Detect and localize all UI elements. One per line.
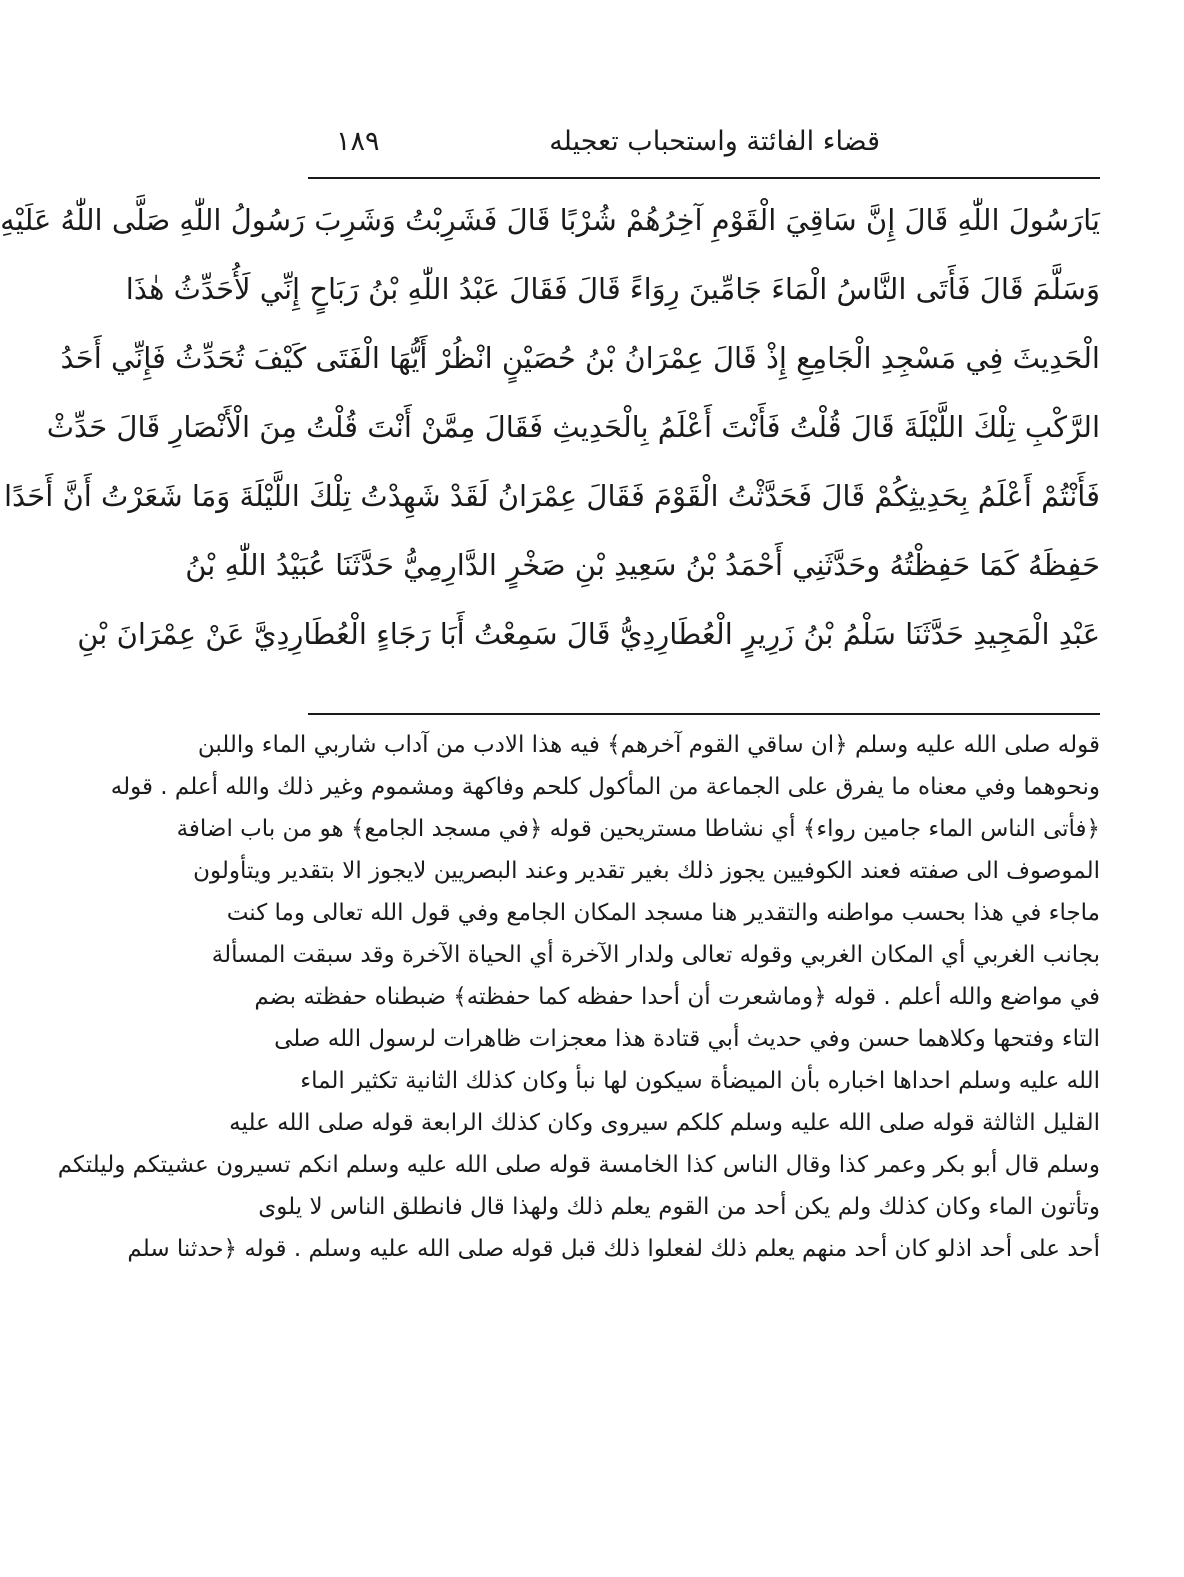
- commentary-line: بجانب الغربي أي المكان الغربي وقوله تعالى ولدار الآخرة أي الحياة الآخرة وقد سبقت المسألة: [211, 942, 1100, 968]
- commentary-line: في مواضع والله أعلم . قوله ﴿وماشعرت أن أحدا حفظه كما حفظته﴾ ضبطناه حفظته بضم: [254, 984, 1100, 1010]
- commentary-line: وسلم قال أبو بكر وعمر كذا وقال الناس كذا الخامسة قوله صلى الله عليه وسلم انكم تسيرون عشيتكم وليلتكم: [57, 1152, 1100, 1178]
- hadith-line: يَارَسُولَ اللّٰهِ قَالَ إِنَّ سَاقِيَ الْقَوْمِ آخِرُهُمْ شُرْبًا قَالَ فَشَرِبْتُ وَشَرِبَ رَسُولُ اللّٰهِ صَلَّى اللّٰهُ عَلَيْهِ: [0, 203, 1100, 237]
- commentary-line: الله عليه وسلم احداها اخباره بأن الميضأة سيكون لها نبأ وكان كذلك الثانية تكثير الماء: [300, 1068, 1100, 1094]
- running-title: قضاء الفائتة واستحباب تعجيله: [549, 126, 880, 157]
- page-number: ١٨٩: [336, 126, 380, 157]
- hadith-line: الرَّكْبِ تِلْكَ اللَّيْلَةَ قَالَ قُلْتُ فَأَنْتَ أَعْلَمُ بِالْحَدِيثِ فَقَالَ مِمَّنْ أَنْتَ قُلْتُ مِنَ الْأَنْصَارِ قَالَ حَدِّثْ: [46, 410, 1100, 444]
- hadith-line: عَبْدِ الْمَجِيدِ حَدَّثَنَا سَلْمُ بْنُ زَرِيرٍ الْعُطَارِدِيُّ قَالَ سَمِعْتُ أَبَا رَجَاءٍ الْعُطَارِدِيَّ عَنْ عِمْرَانَ بْنِ: [77, 617, 1100, 651]
- commentary-line: ماجاء في هذا بحسب مواطنه والتقدير هنا مسجد المكان الجامع وفي قول الله تعالى وما كنت: [226, 900, 1100, 926]
- hadith-line: الْحَدِيثَ فِي مَسْجِدِ الْجَامِعِ إِذْ قَالَ عِمْرَانُ بْنُ حُصَيْنٍ انْظُرْ أَيُّهَا الْفَتَى كَيْفَ تُحَدِّثُ فَإِنِّي أَحَدُ: [60, 341, 1100, 375]
- commentary-line: التاء وفتحها وكلاهما حسن وفي حديث أبي قتادة هذا معجزات ظاهرات لرسول الله صلى: [274, 1026, 1100, 1052]
- commentary-text: [57, 724, 1100, 1270]
- commentary-line: ونحوهما وفي معناه ما يفرق على الجماعة من المأكول كلحم وفاكهة ومشموم وغير ذلك والله أعلم . قوله: [110, 774, 1100, 800]
- commentary-divider: [308, 713, 1100, 715]
- commentary-line: الموصوف الى صفته فعند الكوفيين يجوز ذلك بغير تقدير وعند البصريين لايجوز الا بتقدير ويتأولون: [193, 858, 1100, 884]
- commentary-line: قوله صلى الله عليه وسلم ﴿ان ساقي القوم آخرهم﴾ فيه هذا الادب من آداب شاربي الماء واللبن: [197, 732, 1100, 758]
- commentary-line: وتأتون الماء وكان كذلك ولم يكن أحد من القوم يعلم ذلك ولهذا قال فانطلق الناس لا يلوى: [258, 1194, 1100, 1220]
- commentary-line: القليل الثالثة قوله صلى الله عليه وسلم كلكم سيروى وكان كذلك الرابعة قوله صلى الله عليه: [229, 1110, 1100, 1136]
- header-divider: [308, 177, 1100, 179]
- commentary-line: ﴿فأتى الناس الماء جامين رواء﴾ أي نشاطا مستريحين قوله ﴿في مسجد الجامع﴾ هو من باب اضافة: [176, 816, 1100, 842]
- hadith-text: [0, 186, 1100, 669]
- page-header: [308, 122, 1100, 170]
- hadith-line: فَأَنْتُمْ أَعْلَمُ بِحَدِيثِكُمْ قَالَ فَحَدَّثْتُ الْقَوْمَ فَقَالَ عِمْرَانُ لَقَدْ شَهِدْتُ تِلْكَ اللَّيْلَةَ وَمَا شَعَرْتُ أَنَّ أَحَدًا: [4, 479, 1100, 513]
- hadith-line: حَفِظَهُ كَمَا حَفِظْتُهُ وحَدَّثَنِي أَحْمَدُ بْنُ سَعِيدِ بْنِ صَخْرٍ الدَّارِمِيُّ حَدَّثَنَا عُبَيْدُ اللّٰهِ بْنُ: [185, 548, 1100, 582]
- hadith-line: وَسَلَّمَ قَالَ فَأَتَى النَّاسُ الْمَاءَ جَامِّينَ رِوَاءً قَالَ فَقَالَ عَبْدُ اللّٰهِ بْنُ رَبَاحٍ إِنِّي لَأُحَدِّثُ هٰذَا: [125, 272, 1100, 306]
- commentary-line: أحد على أحد اذلو كان أحد منهم يعلم ذلك لفعلوا ذلك قبل قوله صلى الله عليه وسلم . قوله ﴿حدثنا سلم: [127, 1236, 1100, 1262]
